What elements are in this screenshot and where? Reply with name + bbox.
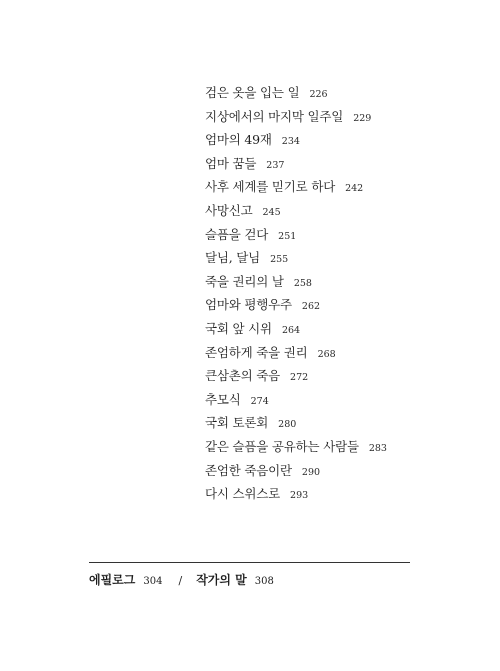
toc-entry[interactable] xyxy=(205,151,387,175)
toc-entry-page: 237 xyxy=(266,159,285,171)
toc-entry-page: 293 xyxy=(290,490,309,502)
toc-entry-page: 272 xyxy=(290,372,309,384)
toc-entry-page: 245 xyxy=(262,206,281,218)
toc-entry-title: 다시 스위스로 xyxy=(205,486,281,502)
toc-entry-title: 사망신고 xyxy=(205,202,253,218)
toc-entry-title: 엄마의 49재 xyxy=(205,132,272,148)
toc-entry[interactable] xyxy=(205,80,387,104)
toc-entry[interactable] xyxy=(205,198,387,222)
toc-entry[interactable] xyxy=(205,222,387,246)
toc-entry-title: 엄마와 평행우주 xyxy=(205,297,292,313)
toc-entry[interactable] xyxy=(205,245,387,269)
toc-entry[interactable] xyxy=(205,340,387,364)
toc-entry[interactable] xyxy=(205,104,387,128)
toc-entry[interactable] xyxy=(205,269,387,293)
toc-entry-title: 큰삼촌의 죽음 xyxy=(205,368,281,384)
toc-entry-page: 280 xyxy=(278,419,297,431)
toc-entry[interactable] xyxy=(205,481,387,505)
toc-entry[interactable] xyxy=(205,387,387,411)
toc-entry[interactable] xyxy=(205,127,387,151)
toc-entry-page: 264 xyxy=(281,324,301,336)
toc-entry-page: 251 xyxy=(278,230,297,242)
toc-entry-title: 엄마 꿈들 xyxy=(205,155,257,171)
toc-entry-title: 달님, 달님 xyxy=(205,250,261,266)
toc-entry-title: 존엄한 죽음이란 xyxy=(205,462,292,478)
toc-entry-title: 지상에서의 마지막 일주일 xyxy=(205,108,344,124)
toc-entry-page: 290 xyxy=(301,466,321,478)
toc-entry-title: 같은 슬픔을 공유하는 사람들 xyxy=(205,438,359,454)
toc-entry-title: 국회 앞 시위 xyxy=(205,320,272,336)
toc-entry[interactable] xyxy=(205,174,387,198)
toc-entry[interactable] xyxy=(205,316,387,340)
toc-entry[interactable] xyxy=(205,434,387,458)
toc-entry-title: 국회 토론회 xyxy=(205,415,269,431)
toc-entry[interactable] xyxy=(205,458,387,482)
section-divider xyxy=(89,562,410,563)
toc-entry-title: 추모식 xyxy=(205,391,241,407)
toc-entry-title: 검은 옷을 입는 일 xyxy=(205,85,300,100)
toc-entry-page: 274 xyxy=(250,395,269,407)
toc-entry-title: 사후 세계를 믿기로 하다 xyxy=(205,179,336,195)
toc-entry-page: 234 xyxy=(281,136,300,148)
toc-entry-page: 242 xyxy=(345,183,364,195)
table-of-contents xyxy=(205,80,387,505)
epilogue-page: 304 xyxy=(143,576,163,587)
toc-entry-title: 슬픔을 걷다 xyxy=(205,226,269,242)
toc-entry-page: 255 xyxy=(270,254,289,266)
afterword-page: 308 xyxy=(254,576,274,587)
toc-entry-page: 229 xyxy=(353,112,372,124)
toc-entry-page: 283 xyxy=(368,442,387,454)
toc-entry[interactable] xyxy=(205,363,387,387)
toc-entry-title: 죽을 권리의 날 xyxy=(205,273,284,289)
epilogue-title[interactable]: 에필로그 xyxy=(89,573,136,587)
toc-entry-page: 226 xyxy=(309,89,328,100)
footer-separator: / xyxy=(178,574,183,587)
afterword-title[interactable]: 작가의 말 xyxy=(196,573,247,587)
back-matter-line xyxy=(89,571,274,588)
toc-entry-page: 258 xyxy=(293,277,312,289)
toc-entry[interactable] xyxy=(205,410,387,434)
toc-entry[interactable] xyxy=(205,292,387,316)
toc-entry-page: 268 xyxy=(317,348,336,360)
toc-entry-title: 존엄하게 죽을 권리 xyxy=(205,344,308,360)
toc-entry-page: 262 xyxy=(301,301,321,313)
